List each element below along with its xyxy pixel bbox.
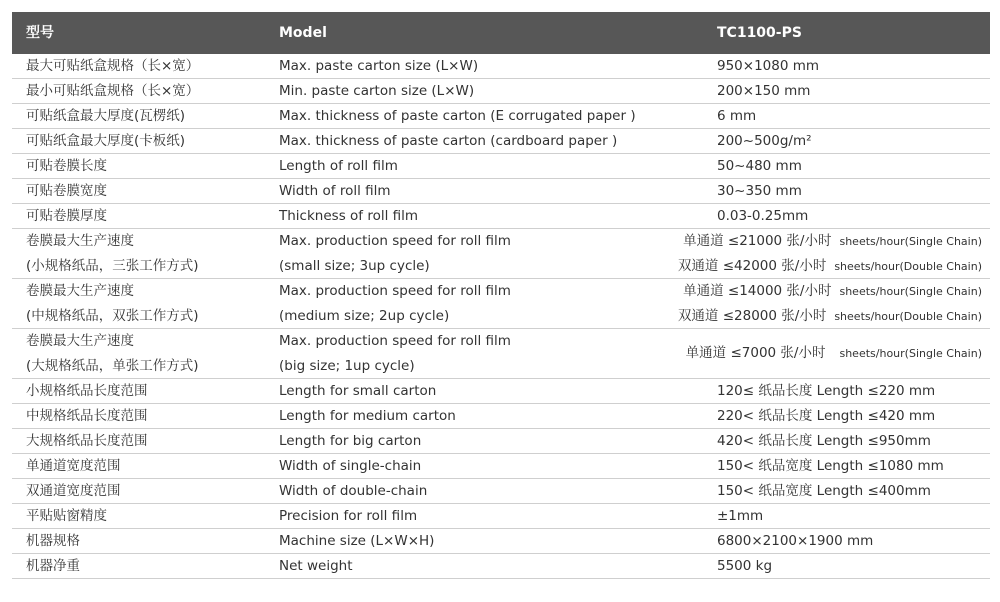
spec-name-en	[279, 329, 511, 379]
spec-name-en: Min. paste carton size (L×W)	[279, 83, 475, 99]
table-header	[12, 12, 990, 54]
speed-single-value: 单通道 ≤21000 张/小时	[683, 233, 832, 249]
spec-name-en: Machine size (L×W×H)	[279, 533, 435, 549]
spec-name-cn	[26, 279, 199, 329]
speed-double-unit: sheets/hour(Double Chain)	[834, 310, 982, 323]
spec-name-en-line2: (medium size; 2up cycle)	[279, 308, 450, 324]
spec-value: 200~500g/m²	[717, 133, 812, 149]
spec-name-en: Max. thickness of paste carton (cardboard paper )	[279, 133, 618, 149]
spec-name-cn-line2: (小规格纸品，三张工作方式)	[26, 258, 199, 274]
spec-name-en: Width of roll film	[279, 183, 391, 199]
spec-name-cn: 大规格纸品长度范围	[26, 433, 148, 449]
table-row-speed-big	[12, 329, 990, 379]
spec-name-cn-line1: 卷膜最大生产速度	[26, 333, 134, 349]
spec-name-cn-line1: 卷膜最大生产速度	[26, 233, 134, 249]
table-row	[12, 204, 990, 229]
spec-name-cn: 双通道宽度范围	[26, 483, 121, 499]
spec-name-cn-line2: (中规格纸品，双张工作方式)	[26, 308, 199, 324]
spec-name-en-line1: Max. production speed for roll film	[279, 283, 511, 299]
spec-table	[12, 12, 990, 579]
table-row	[12, 529, 990, 554]
spec-value: 150< 纸品宽度 Length ≤400mm	[717, 483, 931, 499]
table-row	[12, 504, 990, 529]
spec-name-en: Precision for roll film	[279, 508, 418, 524]
speed-single-value: 单通道 ≤7000 张/小时	[685, 345, 826, 361]
spec-name-en: Length of roll film	[279, 158, 398, 174]
spec-name-cn: 最小可贴纸盒规格（长×宽）	[26, 83, 200, 99]
spec-name-cn: 小规格纸品长度范围	[26, 383, 148, 399]
spec-value: 50~480 mm	[717, 158, 802, 174]
speed-single-unit: sheets/hour(Single Chain)	[839, 235, 982, 248]
speed-single-value: 单通道 ≤14000 张/小时	[683, 283, 832, 299]
spec-value: 950×1080 mm	[717, 58, 820, 74]
table-row-speed-medium	[12, 279, 990, 329]
spec-name-cn: 可贴卷膜宽度	[26, 183, 107, 199]
header-model-value: TC1100-PS	[717, 25, 802, 41]
spec-name-cn: 机器规格	[26, 533, 80, 549]
table-row	[12, 479, 990, 504]
header-model-en: Model	[279, 25, 327, 41]
table-row	[12, 54, 990, 79]
header-model-cn: 型号	[26, 25, 54, 41]
table-row	[12, 129, 990, 154]
spec-name-en: Net weight	[279, 558, 353, 574]
spec-value	[677, 229, 982, 279]
table-row	[12, 554, 990, 579]
spec-name-cn: 可贴卷膜厚度	[26, 208, 107, 224]
spec-name-en: Max. thickness of paste carton (E corrugated paper )	[279, 108, 636, 124]
spec-name-en-line1: Max. production speed for roll film	[279, 233, 511, 249]
spec-value: 0.03-0.25mm	[717, 208, 809, 224]
spec-name-en: Length for small carton	[279, 383, 437, 399]
speed-double-chain	[677, 304, 982, 329]
spec-value	[677, 279, 982, 329]
spec-value: 6 mm	[717, 108, 757, 124]
spec-value: ±1mm	[717, 508, 764, 524]
table-row	[12, 79, 990, 104]
spec-name-cn: 平贴贴窗精度	[26, 508, 107, 524]
spec-value: 5500 kg	[717, 558, 773, 574]
spec-name-cn	[26, 329, 199, 379]
spec-value: 200×150 mm	[717, 83, 811, 99]
speed-double-unit: sheets/hour(Double Chain)	[834, 260, 982, 273]
spec-name-cn: 中规格纸品长度范围	[26, 408, 148, 424]
spec-name-en-line2: (big size; 1up cycle)	[279, 358, 415, 374]
spec-name-cn: 可贴纸盒最大厚度(卡板纸)	[26, 133, 186, 149]
table-row-speed-small	[12, 229, 990, 279]
spec-name-cn: 最大可贴纸盒规格（长×宽）	[26, 58, 200, 74]
spec-name-en: Max. paste carton size (L×W)	[279, 58, 479, 74]
table-row	[12, 154, 990, 179]
spec-name-cn: 单通道宽度范围	[26, 458, 121, 474]
speed-single-unit: sheets/hour(Single Chain)	[839, 285, 982, 298]
speed-single-unit: sheets/hour(Single Chain)	[839, 347, 982, 360]
spec-name-en-line2: (small size; 3up cycle)	[279, 258, 430, 274]
spec-name-cn: 可贴纸盒最大厚度(瓦楞纸)	[26, 108, 186, 124]
speed-single-chain	[684, 229, 982, 254]
spec-name-cn: 可贴卷膜长度	[26, 158, 107, 174]
table-row	[12, 379, 990, 404]
spec-value: 220< 纸品长度 Length ≤420 mm	[717, 408, 936, 424]
speed-double-value: 双通道 ≤42000 张/小时	[677, 258, 827, 274]
spec-name-en: Length for medium carton	[279, 408, 456, 424]
spec-name-cn-line2: (大规格纸品，单张工作方式)	[26, 358, 199, 374]
table-row	[12, 454, 990, 479]
spec-name-en	[279, 229, 511, 279]
spec-value: 6800×2100×1900 mm	[717, 533, 874, 549]
spec-name-en: Width of single-chain	[279, 458, 422, 474]
spec-name-en-line1: Max. production speed for roll film	[279, 333, 511, 349]
table-row	[12, 429, 990, 454]
table-row	[12, 404, 990, 429]
table-row	[12, 179, 990, 204]
spec-name-cn	[26, 229, 199, 279]
speed-double-value: 双通道 ≤28000 张/小时	[677, 308, 827, 324]
spec-value: 120≤ 纸品长度 Length ≤220 mm	[717, 383, 936, 399]
spec-name-en	[279, 279, 511, 329]
spec-name-en: Thickness of roll film	[279, 208, 419, 224]
spec-name-en: Length for big carton	[279, 433, 422, 449]
spec-value: 420< 纸品长度 Length ≤950mm	[717, 433, 931, 449]
speed-single-chain	[684, 279, 982, 304]
speed-single-chain	[684, 341, 982, 366]
spec-value: 150< 纸品宽度 Length ≤1080 mm	[717, 458, 944, 474]
spec-value	[684, 329, 982, 378]
spec-name-cn: 机器净重	[26, 558, 80, 574]
speed-double-chain	[677, 254, 982, 279]
table-row	[12, 104, 990, 129]
spec-name-cn-line1: 卷膜最大生产速度	[26, 283, 134, 299]
spec-name-en: Width of double-chain	[279, 483, 428, 499]
spec-value: 30~350 mm	[717, 183, 802, 199]
